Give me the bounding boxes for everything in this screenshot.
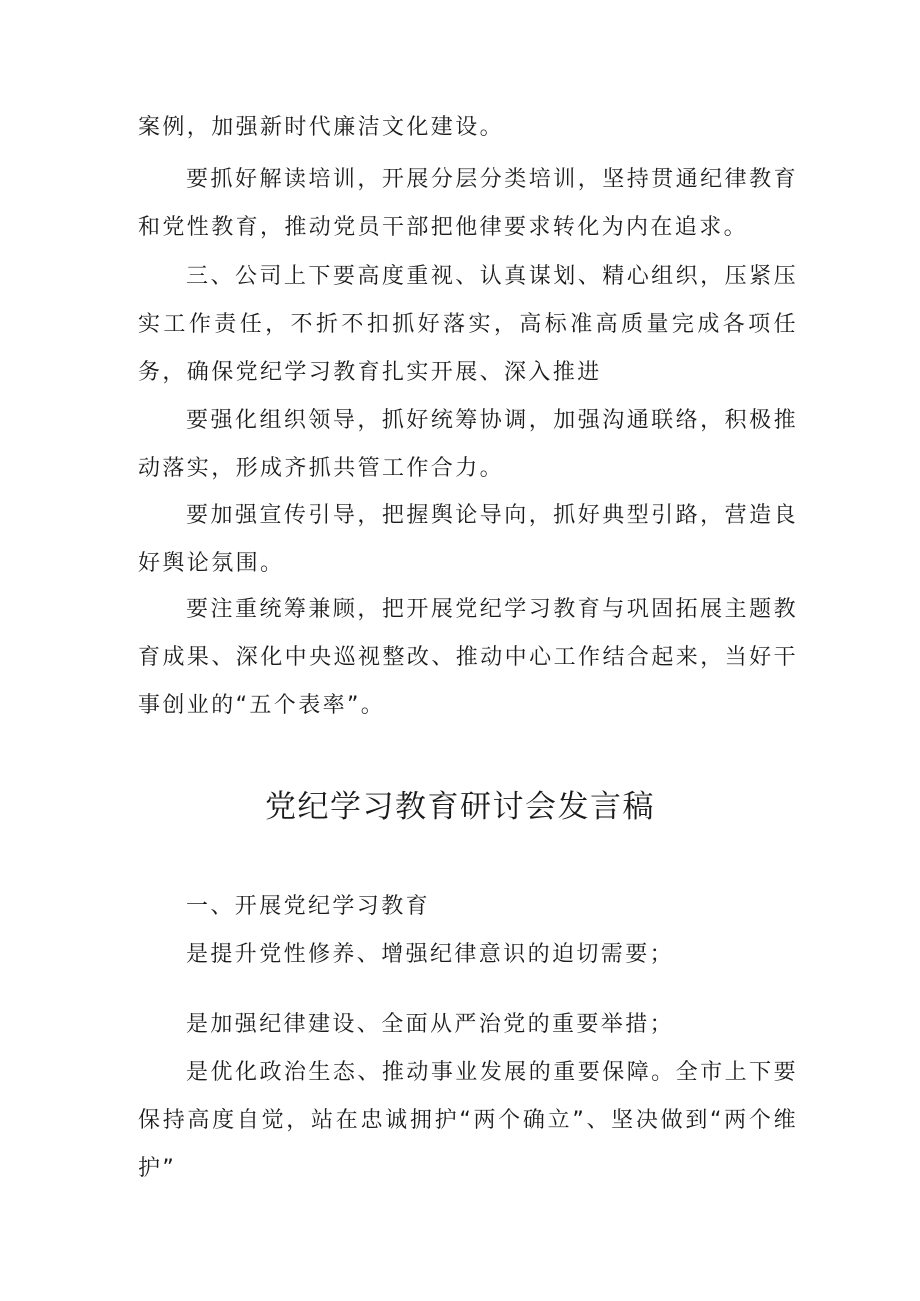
paragraph-training: 要抓好解读培训，开展分层分类培训，坚持贯通纪律教育和党性教育，推动党员干部把他律要求转化为内在追求。 (138, 167, 798, 240)
paragraph-closing: 是优化政治生态、推动事业发展的重要保障。全市上下要保持高度自觉，站在忠诚拥护“两个确立”、坚决做到“两个维护” (138, 1060, 798, 1181)
point-item: 是加强纪律建设、全面从严治党的重要举措； (186, 1012, 675, 1037)
section-heading: 一、开展党纪学习教育 (186, 894, 431, 919)
paragraph-leadership: 要强化组织领导，抓好统筹协调，加强沟通联络，积极推动落实，形成齐抓共管工作合力。 (138, 408, 798, 481)
paragraph-section-three: 三、公司上下要高度重视、认真谋划、精心组织，压紧压实工作责任，不折不扣抓好落实，高标准高质量完成各项任务，确保党纪学习教育扎实开展、深入推进 (138, 264, 798, 385)
document-title: 党纪学习教育研讨会发言稿 (265, 789, 655, 825)
paragraph-continuation: 案例，加强新时代廉洁文化建设。 (138, 115, 505, 140)
point-item: 是提升党性修养、增强纪律意识的迫切需要； (186, 942, 675, 967)
paragraph-publicity: 要加强宣传引导，把握舆论导向，抓好典型引路，营造良好舆论氛围。 (138, 503, 798, 576)
paragraph-coordination: 要注重统筹兼顾，把开展党纪学习教育与巩固拓展主题教育成果、深化中央巡视整改、推动中心工作结合起来，当好干事创业的“五个表率”。 (138, 597, 798, 718)
